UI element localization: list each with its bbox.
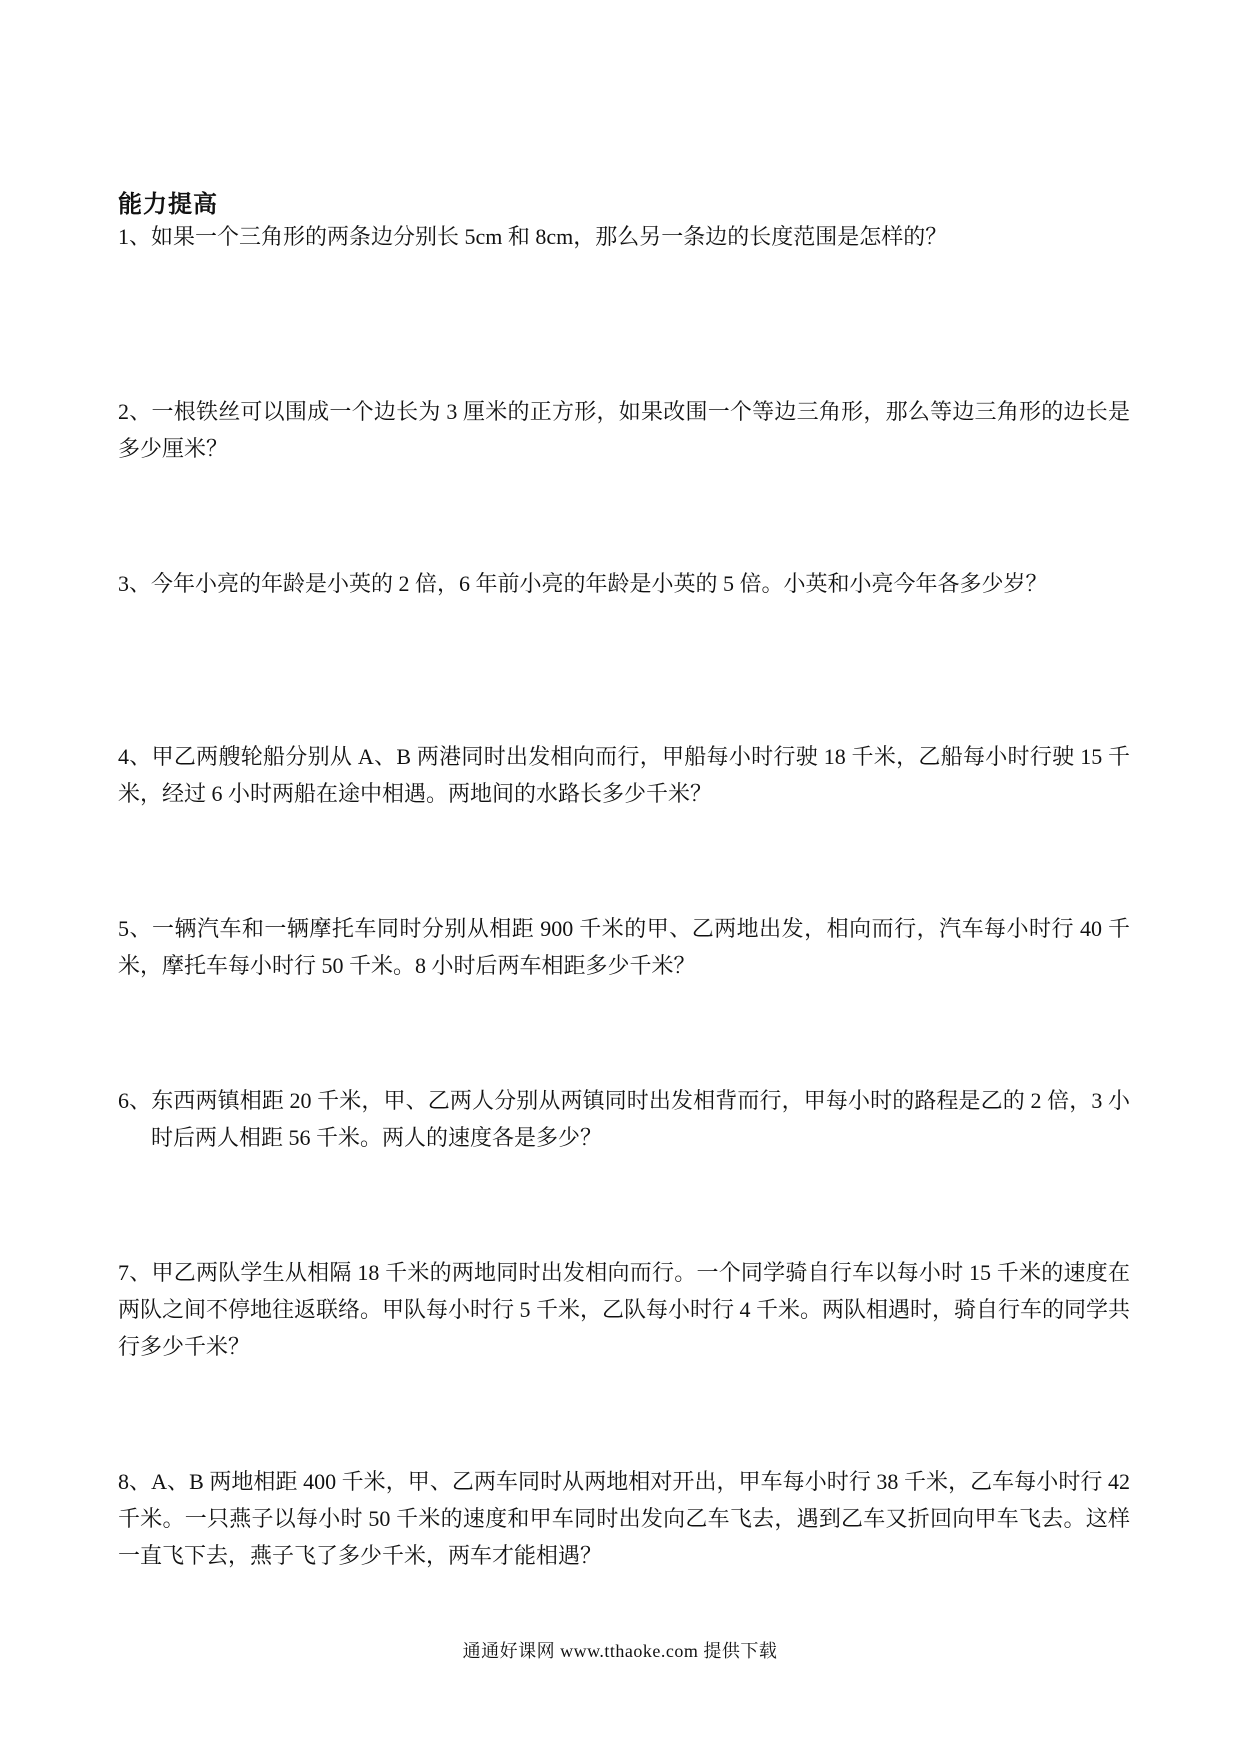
question-5: 5、一辆汽车和一辆摩托车同时分别从相距 900 千米的甲、乙两地出发，相向而行，汽车每小时行 40 千米，摩托车每小时行 50 千米。8 小时后两车相距多少千米？: [118, 916, 1130, 978]
question-3: 3、今年小亮的年龄是小英的 2 倍，6 年前小亮的年龄是小英的 5 倍。小英和小亮今年各多少岁？: [118, 571, 1048, 596]
question-7: 7、甲乙两队学生从相隔 18 千米的两地同时出发相向而行。一个同学骑自行车以每小时 15 千米的速度在两队之间不停地往返联络。甲队每小时行 5 千米，乙队每小时行 4 千米。两队相遇时，骑自行车的同学共行多少千米？: [118, 1260, 1131, 1359]
section-heading: 能力提高: [118, 192, 218, 218]
page-footer: 通通好课网 www.tthaoke.com 提供下载: [462, 1641, 778, 1661]
question-4: 4、甲乙两艘轮船分别从 A、B 两港同时出发相向而行，甲船每小时行驶 18 千米，乙船每小时行驶 15 千米，经过 6 小时两船在途中相遇。两地间的水路长多少千米？: [118, 744, 1130, 806]
question-2: 2、一根铁丝可以围成一个边长为 3 厘米的正方形，如果改围一个等边三角形，那么等边三角形的边长是多少厘米？: [118, 399, 1130, 461]
question-6: 6、东西两镇相距 20 千米，甲、乙两人分别从两镇同时出发相背而行，甲每小时的路程是乙的 2 倍，3 小时后两人相距 56 千米。两人的速度各是多少？: [118, 1088, 1130, 1150]
question-1: 1、如果一个三角形的两条边分别长 5cm 和 8cm，那么另一条边的长度范围是怎样的？: [118, 224, 948, 249]
question-8: 8、A、B 两地相距 400 千米，甲、乙两车同时从两地相对开出，甲车每小时行 38 千米，乙车每小时行 42 千米。一只燕子以每小时 50 千米的速度和甲车同时出发向乙车飞去，遇到乙车又折回向甲车飞去。这样一直飞下去，燕子飞了多少千米，两车才能相遇？: [118, 1469, 1130, 1568]
